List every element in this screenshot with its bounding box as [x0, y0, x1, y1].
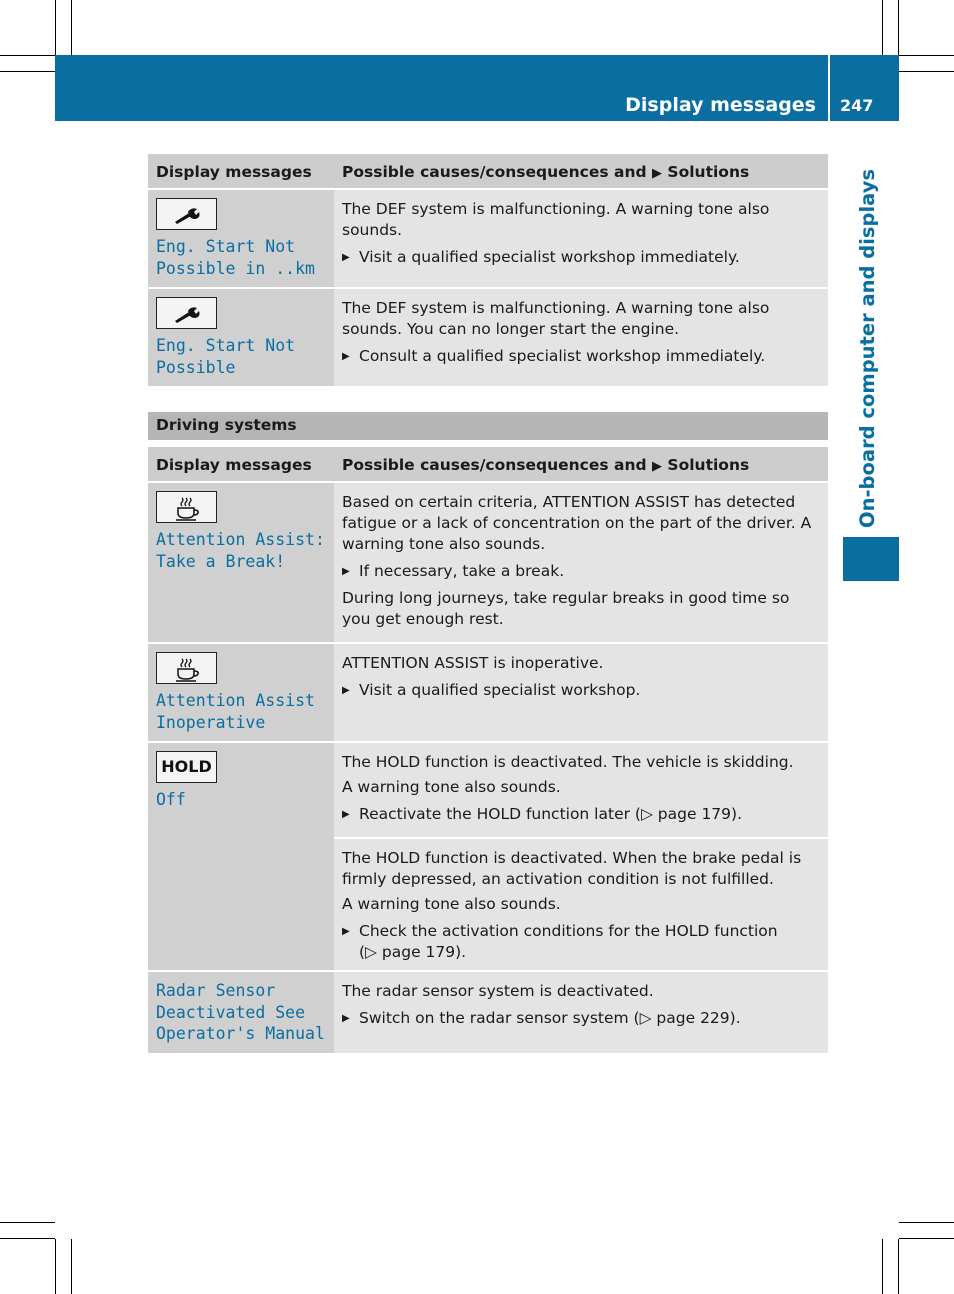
crop-mark — [0, 1238, 55, 1239]
description-cell: Based on certain criteria, ATTENTION ASSIST has detected fatigue or a lack of concentration on the part of the driver. A warning tone also sounds. ▶ If necessary, take a break. During long journeys, take regular breaks in good time so you get enough rest. — [334, 482, 828, 643]
action-step: ▶ Visit a qualified specialist workshop immediately. — [342, 247, 820, 268]
section-title: Driving systems — [156, 416, 297, 434]
table-row — [148, 643, 828, 742]
crop-mark — [71, 0, 72, 55]
page-title: Display messages — [625, 94, 816, 116]
table-header-row — [148, 447, 828, 482]
description-cell: The DEF system is malfunctioning. A warning tone also sounds. You can no longer start the engine. ▶ Consult a qualified specialist workshop immediately. — [334, 288, 828, 387]
crop-mark — [898, 0, 899, 55]
chapter-tab — [856, 168, 882, 528]
crop-mark — [882, 0, 883, 55]
section-heading — [148, 412, 828, 440]
page-header — [55, 55, 828, 121]
arrow-right-icon: ▶ — [652, 459, 663, 474]
description-cell: The HOLD function is deactivated. The vehicle is skidding. A warning tone also sounds. ▶ Reactivate the HOLD function later (▷ page 179). — [334, 742, 828, 838]
display-message-text: Eng. Start Not Possible — [156, 336, 296, 377]
display-message-text: Radar Sensor Deactivated See Operator's Manual — [156, 981, 325, 1043]
column-header-causes: Possible causes/consequences and ▶ Solutions — [334, 447, 828, 482]
display-message-text: Attention Assist Inoperative — [156, 691, 315, 732]
crop-mark — [882, 1239, 883, 1294]
crop-mark — [898, 1239, 899, 1294]
page-number-box — [830, 55, 899, 121]
coffee-cup-icon — [156, 491, 217, 523]
crop-mark — [899, 1222, 954, 1223]
message-cell — [148, 643, 334, 742]
column-header-messages: Display messages — [148, 447, 334, 482]
crop-mark — [899, 1238, 954, 1239]
wrench-icon — [156, 297, 217, 329]
column-header-causes: Possible causes/consequences and ▶ Solutions — [334, 154, 828, 189]
message-cell — [148, 482, 334, 643]
description-cell: The HOLD function is deactivated. When the brake pedal is firmly depressed, an activation condition is not fulfilled. A warning tone also sounds. ▶ Check the activation conditions for the HOLD function (▷ page 179). — [334, 838, 828, 971]
coffee-cup-icon — [156, 652, 217, 684]
crop-mark — [71, 1239, 72, 1294]
crop-mark — [0, 1222, 55, 1223]
action-step: ▶ Check the activation conditions for the HOLD function (▷ page 179). — [342, 921, 820, 963]
table-row — [148, 189, 828, 288]
display-message-text: Off — [156, 790, 186, 809]
action-step: ▶ If necessary, take a break. — [342, 561, 820, 582]
description-cell: ATTENTION ASSIST is inoperative. ▶ Visit a qualified specialist workshop. — [334, 643, 828, 742]
hold-icon: HOLD — [156, 751, 217, 783]
table-row — [148, 971, 828, 1054]
table-row — [148, 288, 828, 387]
display-message-text: Eng. Start Not Possible in ..km — [156, 237, 315, 278]
crop-mark — [55, 1239, 56, 1294]
column-header-messages: Display messages — [148, 154, 334, 189]
description-cell: The radar sensor system is deactivated. ▶ Switch on the radar sensor system (▷ page 229). — [334, 971, 828, 1054]
crop-mark — [0, 55, 55, 56]
arrow-right-icon: ▶ — [652, 166, 663, 181]
table-header-row — [148, 154, 828, 189]
display-message-text: Attention Assist: Take a Break! — [156, 530, 325, 571]
description-cell: The DEF system is malfunctioning. A warning tone also sounds. ▶ Visit a qualified specialist workshop immediately. — [334, 189, 828, 288]
table-row — [148, 742, 828, 838]
action-step: ▶ Switch on the radar sensor system (▷ page 229). — [342, 1008, 820, 1029]
action-step: ▶ Reactivate the HOLD function later (▷ page 179). — [342, 804, 820, 825]
crop-mark — [0, 71, 55, 72]
chapter-tab-marker — [843, 537, 899, 581]
display-messages-table — [148, 154, 828, 388]
crop-mark — [899, 55, 954, 56]
message-cell — [148, 189, 334, 288]
crop-mark — [55, 0, 56, 55]
message-cell — [148, 742, 334, 971]
table-row — [148, 482, 828, 643]
crop-mark — [899, 71, 954, 72]
driving-systems-table — [148, 447, 828, 1055]
action-step: ▶ Consult a qualified specialist workshop immediately. — [342, 346, 820, 367]
wrench-icon — [156, 198, 217, 230]
chapter-tab-label: On-board computer and displays — [856, 168, 879, 528]
message-cell — [148, 288, 334, 387]
page-number: 247 — [840, 96, 874, 115]
action-step: ▶ Visit a qualified specialist workshop. — [342, 680, 820, 701]
message-cell — [148, 971, 334, 1054]
